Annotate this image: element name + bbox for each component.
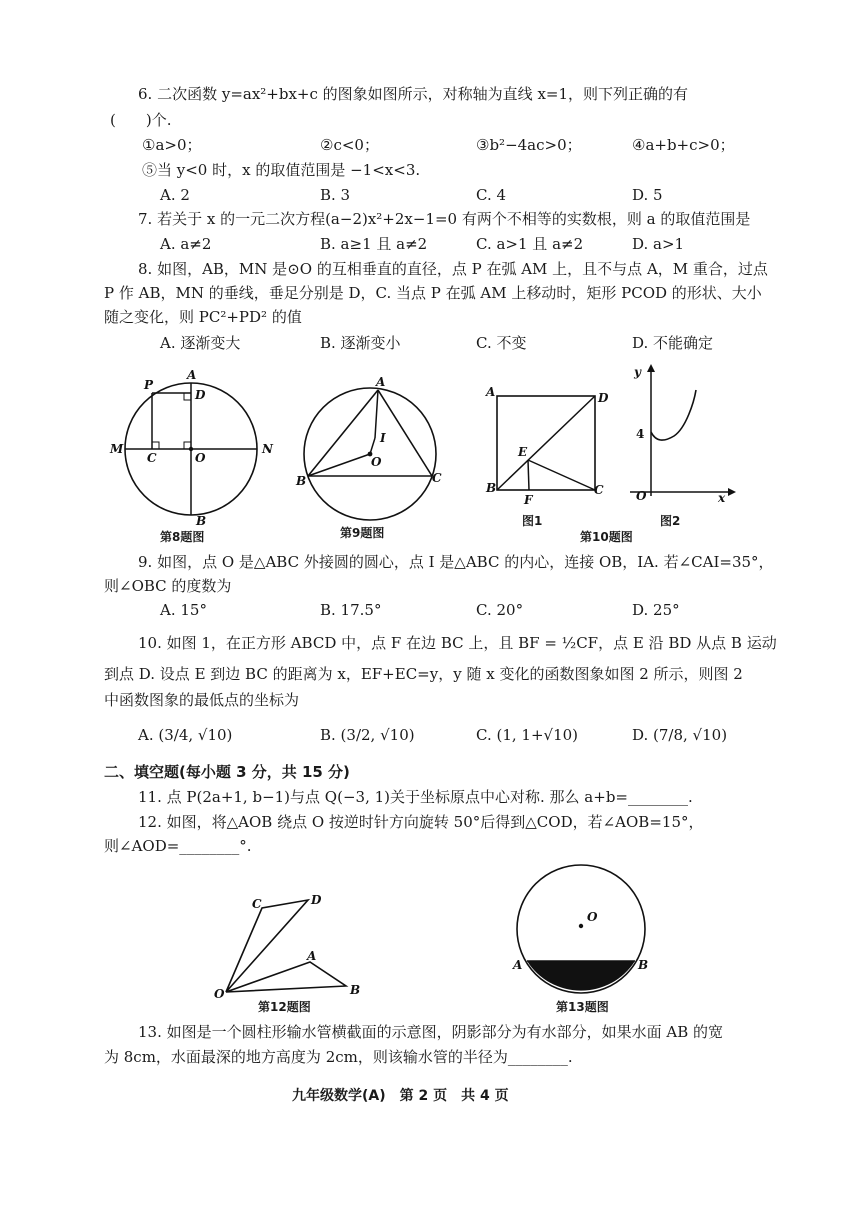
q9-line1: 9. 如图，点 O 是△ABC 外接圆的圆心，点 I 是△ABC 的内心，连接 OB，IA. 若∠CAI=35°， [138, 553, 774, 571]
q6-statement-2: ②c<0； [320, 136, 379, 154]
q6-statement-1: ①a>0； [142, 136, 202, 154]
fig10a-label-a: A [486, 385, 496, 399]
fig13-label-o: O [587, 910, 598, 924]
q9-option-c: C. 20° [476, 601, 524, 619]
fig8-label-d: D [195, 388, 206, 402]
q7-option-c: C. a>1 且 a≠2 [476, 235, 584, 253]
q6-line2: ( )个. [110, 111, 172, 129]
fig13-caption: 第13题图 [556, 1000, 609, 1014]
fig10b-label-4: 4 [636, 427, 645, 441]
q7-option-b: B. a≥1 且 a≠2 [320, 235, 428, 253]
fig9-label-b: B [296, 474, 307, 488]
page-footer: 九年级数学(A) 第 2 页 共 4 页 [292, 1088, 509, 1104]
fig9-label-o: O [371, 455, 382, 469]
fig10b-label-o: O [636, 489, 647, 503]
q12-line2: 则∠AOD=________°. [104, 837, 252, 855]
fig12-label-c: C [252, 897, 262, 911]
fig10b-caption: 图2 [660, 514, 681, 528]
q7-option-a: A. a≠2 [160, 235, 212, 253]
q9-option-b: B. 17.5° [320, 601, 382, 619]
figure-12-rotated-triangles [208, 888, 368, 1001]
q8-line1: 8. 如图，AB，MN 是⊙O 的互相垂直的直径，点 P 在弧 AM 上，且不与点 A，M 重合，过点 [138, 260, 768, 278]
fig8-label-n: N [262, 442, 273, 456]
fig8-label-c: C [147, 451, 157, 465]
q6-option-b: B. 3 [320, 186, 351, 204]
fig8-label-m: M [110, 442, 124, 456]
figure-8-circle-diagram [100, 365, 290, 530]
fig10a-caption: 图1 [522, 514, 543, 528]
q13-line1: 13. 如图是一个圆柱形输水管横截面的示意图，阴影部分为有水部分，如果水面 AB 的宽 [138, 1023, 724, 1041]
q8-line2: P 作 AB，MN 的垂线，垂足分别是 D，C. 当点 P 在弧 AM 上移动时，矩形 PCOD 的形状、大小 [104, 284, 762, 302]
q6-statement-3: ③b²−4ac>0； [476, 136, 582, 154]
q10-line1: 10. 如图 1，在正方形 ABCD 中，点 F 在边 BC 上，且 BF = ½CF，点 E 沿 BD 从点 B 运动 [138, 634, 777, 652]
q8-option-b: B. 逐渐变小 [320, 334, 401, 352]
fig12-caption: 第12题图 [258, 1000, 311, 1014]
fig10a-label-d: D [598, 391, 609, 405]
fig12-label-d: D [311, 893, 322, 907]
fig13-label-b: B [638, 958, 649, 972]
fig9-label-a: A [376, 375, 386, 389]
figure-13-pipe-cross-section [505, 855, 665, 1000]
figure-10-graph [620, 362, 750, 512]
fig8-label-a: A [187, 368, 197, 382]
fig8-label-b: B [196, 514, 207, 528]
q7-line1: 7. 若关于 x 的一元二次方程(a−2)x²+2x−1=0 有两个不相等的实数根，则 a 的取值范围是 [138, 210, 751, 228]
fig10a-label-e: E [518, 445, 528, 459]
q9-option-d: D. 25° [632, 601, 680, 619]
q12-line1: 12. 如图，将△AOB 绕点 O 按逆时针方向旋转 50°后得到△COD，若∠AOB=15°， [138, 813, 704, 831]
fig13-label-a: A [513, 958, 523, 972]
fig9-label-i: I [380, 431, 386, 445]
q10-line2: 到点 D. 设点 E 到边 BC 的距离为 x，EF+EC=y，y 随 x 变化的函数图象如图 2 所示，则图 2 [104, 665, 743, 683]
q8-option-a: A. 逐渐变大 [160, 334, 241, 352]
fig12-label-o: O [214, 987, 225, 1001]
q8-line3: 随之变化，则 PC²+PD² 的值 [104, 308, 302, 326]
section-2-heading: 二、填空题(每小题 3 分，共 15 分) [104, 763, 350, 781]
q6-option-c: C. 4 [476, 186, 507, 204]
fig8-label-p: P [144, 378, 154, 392]
q10-option-a: A. (3/4, √10) [138, 726, 233, 744]
q9-option-a: A. 15° [160, 601, 207, 619]
q10-option-d: D. (7/8, √10) [632, 726, 728, 744]
q13-line2: 为 8cm，水面最深的地方高度为 2cm，则该输水管的半径为________. [104, 1048, 573, 1066]
q6-line1: 6. 二次函数 y=ax²+bx+c 的图象如图所示，对称轴为直线 x=1，则下列正确的有 [138, 85, 689, 103]
q10-line3: 中函数图象的最低点的坐标为 [104, 691, 300, 709]
figure-9-triangle-circle [292, 370, 452, 520]
q8-option-d: D. 不能确定 [632, 334, 714, 352]
fig10a-label-c: C [594, 483, 604, 497]
q10-option-c: C. (1, 1+√10) [476, 726, 579, 744]
fig8-caption: 第8题图 [160, 530, 205, 544]
fig10-caption: 第10题图 [580, 530, 633, 544]
q7-option-d: D. a>1 [632, 235, 685, 253]
q8-option-c: C. 不变 [476, 334, 527, 352]
fig10a-label-f: F [524, 493, 533, 507]
fig10a-label-b: B [486, 481, 497, 495]
q9-line2: 则∠OBC 的度数为 [104, 577, 232, 595]
fig8-label-o: O [195, 451, 206, 465]
q6-option-a: A. 2 [160, 186, 190, 204]
fig10b-label-y: y [634, 365, 641, 379]
q6-statement-4: ④a+b+c>0； [632, 136, 735, 154]
q10-option-b: B. (3/2, √10) [320, 726, 415, 744]
fig12-label-b: B [350, 983, 361, 997]
fig9-caption: 第9题图 [340, 526, 385, 540]
q6-option-d: D. 5 [632, 186, 663, 204]
figure-10-square [480, 380, 620, 510]
fig9-label-c: C [432, 471, 442, 485]
q11-line1: 11. 点 P(2a+1, b−1)与点 Q(−3, 1)关于坐标原点中心对称. 那么 a+b=________. [138, 788, 693, 806]
q6-statement-5: ⑤当 y<0 时，x 的取值范围是 −1<x<3. [142, 161, 421, 179]
fig12-label-a: A [307, 949, 317, 963]
fig10b-label-x: x [718, 491, 726, 505]
